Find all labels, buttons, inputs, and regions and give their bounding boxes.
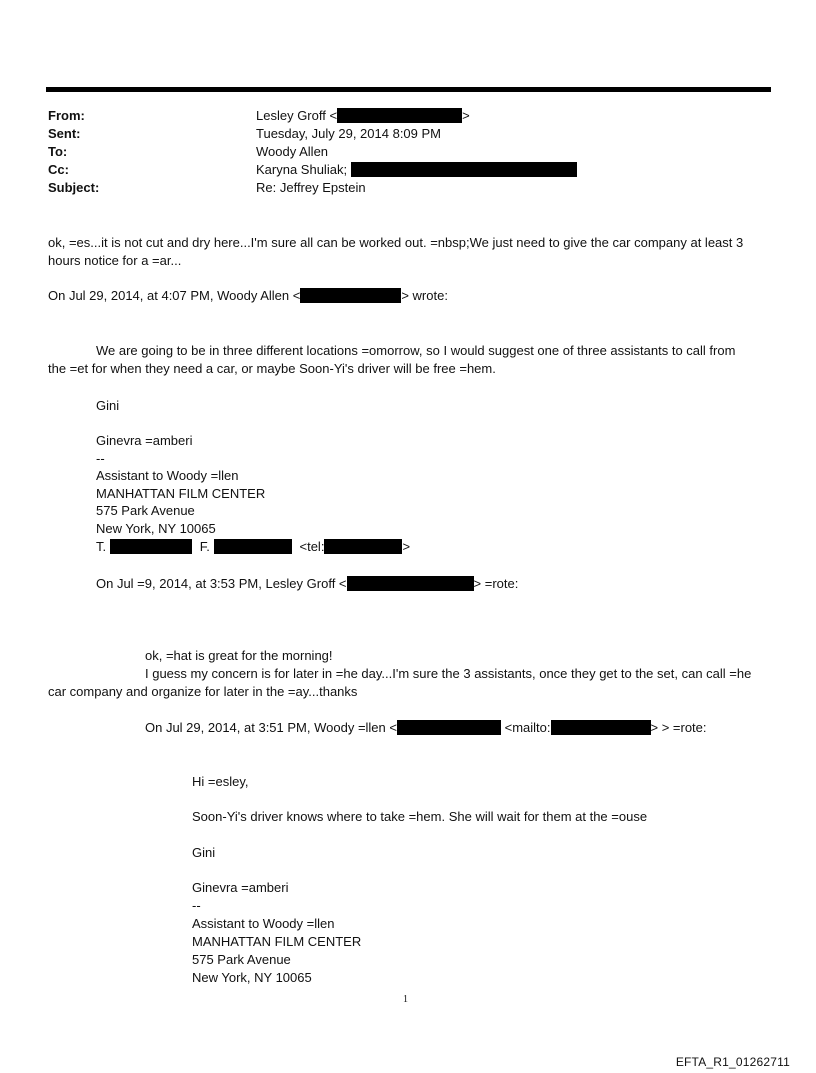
quote-intro-text: On Jul =9, 2014, at 3:53 PM, Lesley Groff < [96,576,347,591]
redaction-box [347,576,474,591]
cc-label: Cc: [48,162,69,177]
quote-line: ok, =hat is great for the morning! [145,648,333,663]
quote-intro-text: On Jul 29, 2014, at 4:07 PM, Woody Allen < [48,288,301,303]
cc-name: Karyna Shuliak; [256,162,348,177]
signature-name: Gini [192,845,216,860]
quote-line: We are going to be in three different locations =omorrow, so I would suggest one of three assistants to call from [96,343,736,358]
quote-line: I guess my concern is for later in =he day...I'm sure the 3 assistants, once they get to the set, can call =he [145,666,752,681]
from-name: Lesley Groff < [256,108,338,123]
signature-title: Assistant to Woody =llen [192,916,335,931]
redaction-box [551,720,651,735]
quote-line: the =et for when they need a car, or maybe Soon-Yi's driver will be free =hem. [48,361,496,376]
document-id: EFTA_R1_01262711 [675,1055,790,1069]
tel-close: > [402,539,411,554]
from-label: From: [48,108,85,123]
quote-intro [48,287,448,305]
page-number: 1 [403,994,408,1005]
redaction-box [214,539,292,554]
reply-line: ok, =es...it is not cut and dry here...I'm sure all can be worked out. =nbsp;We just need to give the car company at least 3 [48,235,744,250]
signature-address: New York, NY 10065 [192,970,312,985]
header-rule [46,87,771,92]
signature-address: New York, NY 10065 [96,521,216,536]
redaction-box [300,288,401,303]
fax-label: F. [199,539,210,554]
to-value: Woody Allen [256,144,329,159]
quote-intro [145,719,707,737]
to-label: To: [48,144,68,159]
quote-intro-text: > > =rote: [650,720,707,735]
from-value [256,107,470,125]
mailto-label: <mailto: [504,720,551,735]
signature-org: MANHATTAN FILM CENTER [96,486,266,501]
from-close: > [462,108,470,123]
signature-full-name: Ginevra =amberi [192,880,289,895]
signature-title: Assistant to Woody =llen [96,468,239,483]
subject-value: Re: Jeffrey Epstein [256,180,366,195]
quote-line: Soon-Yi's driver knows where to take =hem. She will wait for them at the =ouse [192,809,648,824]
signature-dash: -- [192,898,201,913]
signature-full-name: Ginevra =amberi [96,433,193,448]
signature-address: 575 Park Avenue [96,503,195,518]
redaction-box [351,162,577,177]
redaction-box [110,539,192,554]
phone-label: T. [96,539,107,554]
signature-org: MANHATTAN FILM CENTER [192,934,362,949]
sent-label: Sent: [48,126,81,141]
redaction-box [397,720,501,735]
reply-line: hours notice for a =ar... [48,253,182,268]
signature-phone-line [96,538,410,556]
quote-intro [96,575,518,593]
subject-label: Subject: [48,180,100,195]
quote-line: car company and organize for later in the =ay...thanks [48,684,358,699]
greeting: Hi =esley, [192,774,249,789]
redaction-box [324,539,402,554]
sent-value: Tuesday, July 29, 2014 8:09 PM [256,126,441,141]
signature-dash: -- [96,451,105,466]
quote-intro-text: > =rote: [473,576,519,591]
signature-address: 575 Park Avenue [192,952,291,967]
redaction-box [337,108,462,123]
tel-label: <tel: [299,539,325,554]
quote-intro-text: On Jul 29, 2014, at 3:51 PM, Woody =llen < [145,720,397,735]
cc-value [256,161,577,179]
signature-name: Gini [96,398,120,413]
quote-intro-text: > wrote: [401,288,448,303]
